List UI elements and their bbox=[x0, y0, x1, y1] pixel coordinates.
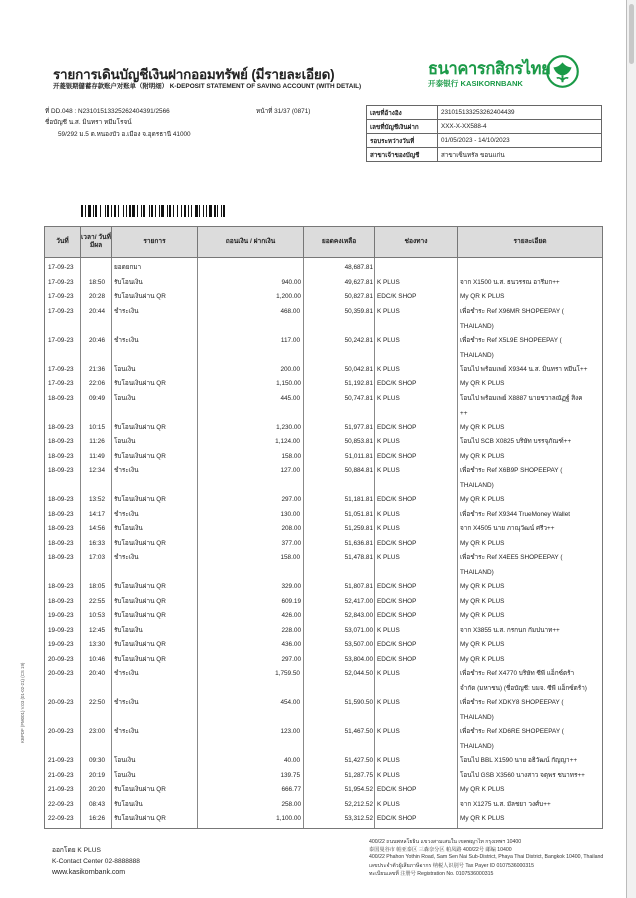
account-info-key: สาขาเจ้าของบัญชี bbox=[367, 148, 438, 162]
transaction-channel: EDC/K SHOP bbox=[377, 641, 417, 648]
transaction-time: 22:50 bbox=[89, 699, 105, 706]
transaction-detail-continued: จำกัด (มหาชน) (ชื่อบัญชี: บมจ. ซีพี แอ็กซ์ตร้า) bbox=[460, 685, 587, 692]
transaction-time: 22:06 bbox=[89, 380, 105, 387]
transaction-time: 18:05 bbox=[89, 583, 105, 590]
transaction-deposit: 258.00 bbox=[281, 800, 301, 808]
transaction-date: 18-09-23 bbox=[48, 438, 74, 445]
transaction-time: 12:34 bbox=[89, 467, 105, 474]
transaction-deposit: 297.00 bbox=[281, 496, 301, 503]
transaction-channel: K PLUS bbox=[377, 467, 400, 474]
transaction-date: 19-09-23 bbox=[48, 626, 74, 634]
transaction-detail: My QR K PLUS bbox=[460, 612, 505, 619]
transaction-time: 18:50 bbox=[89, 278, 105, 286]
transaction-date: 18-09-23 bbox=[48, 467, 74, 474]
transaction-detail: My QR K PLUS bbox=[460, 655, 505, 663]
transaction-date: 18-09-23 bbox=[48, 583, 74, 590]
transaction-date: 17-09-23 bbox=[48, 365, 74, 373]
transaction-table bbox=[44, 258, 603, 829]
transaction-detail: My QR K PLUS bbox=[460, 452, 505, 460]
transaction-detail: My QR K PLUS bbox=[460, 293, 505, 300]
transaction-date: 18-09-23 bbox=[48, 554, 74, 561]
transaction-channel: EDC/K SHOP bbox=[377, 583, 417, 590]
transaction-date: 21-09-23 bbox=[48, 786, 74, 793]
bank-address-line: ทะเบียนเลขที่ 注册号 Registration No. 0107536000315 bbox=[369, 871, 494, 877]
transaction-date: 19-09-23 bbox=[48, 612, 74, 619]
transaction-time: 11:49 bbox=[89, 452, 105, 460]
transaction-type: รับโอนเงินผ่าน QR bbox=[114, 786, 166, 793]
transaction-row bbox=[45, 756, 602, 765]
transaction-channel: K PLUS bbox=[377, 771, 400, 779]
transaction-channel: K PLUS bbox=[377, 554, 400, 561]
transaction-balance: 51,636.81 bbox=[344, 539, 373, 547]
transaction-withdrawal: 123.00 bbox=[280, 728, 300, 735]
transaction-channel: K PLUS bbox=[377, 757, 400, 764]
transaction-detail: เพื่อชำระ Ref X9344 TrueMoney Wallet bbox=[460, 510, 571, 518]
transaction-balance: 51,011.81 bbox=[345, 452, 373, 460]
transaction-balance: 51,807.81 bbox=[344, 583, 373, 590]
transaction-time: 09:49 bbox=[89, 394, 105, 402]
transaction-row bbox=[45, 640, 602, 649]
transaction-date: 21-09-23 bbox=[48, 757, 74, 764]
transaction-type: รับโอนเงินผ่าน QR bbox=[114, 452, 166, 460]
transaction-type: ชำระเงิน bbox=[114, 307, 139, 315]
transaction-balance: 50,242.81 bbox=[344, 336, 373, 344]
transaction-withdrawal: 454.00 bbox=[280, 699, 300, 706]
transaction-type: รับโอนเงิน bbox=[114, 525, 143, 532]
transaction-detail: เพื่อชำระ Ref X6B9P SHOPEEPAY ( bbox=[460, 467, 563, 474]
transaction-detail: โอนไป พร้อมเพย์ X9344 น.ส. มินทรา หมีนโ++ bbox=[460, 365, 588, 373]
transaction-row bbox=[45, 698, 602, 721]
transaction-type: รับโอนเงินผ่าน QR bbox=[114, 655, 166, 663]
transaction-channel: EDC/K SHOP bbox=[377, 539, 417, 547]
transaction-time: 20:46 bbox=[89, 336, 105, 344]
transaction-type: ชำระเงิน bbox=[114, 467, 139, 474]
transaction-balance: 50,853.81 bbox=[344, 438, 373, 445]
transaction-deposit: 436.00 bbox=[281, 641, 301, 648]
transaction-detail: My QR K PLUS bbox=[460, 539, 505, 547]
transaction-row bbox=[45, 510, 602, 519]
transaction-date: 17-09-23 bbox=[48, 336, 74, 344]
transaction-balance: 52,044.50 bbox=[344, 670, 373, 677]
website: www.kasikornbank.com bbox=[52, 869, 126, 876]
transaction-row bbox=[45, 524, 602, 533]
transaction-time: 16:33 bbox=[89, 539, 105, 547]
transaction-time: 10:46 bbox=[89, 655, 105, 663]
transaction-type: โอนเงิน bbox=[114, 394, 136, 402]
transaction-type: ชำระเงิน bbox=[114, 554, 139, 561]
transaction-detail-continued: THAILAND) bbox=[460, 714, 494, 721]
transaction-channel: EDC/K SHOP bbox=[377, 423, 417, 431]
bank-address-line: 400/22 Phahon Yothin Road, Sam Sen Nai Sub-District, Phaya Thai District, Bangkok 10400, Thailand bbox=[369, 854, 604, 860]
transaction-channel: K PLUS bbox=[377, 307, 400, 315]
transaction-type: ยอดยกมา bbox=[114, 264, 142, 271]
transaction-time: 16:26 bbox=[89, 815, 105, 822]
transaction-row bbox=[45, 539, 602, 548]
transaction-balance: 49,627.81 bbox=[344, 278, 373, 286]
transaction-date: 18-09-23 bbox=[48, 423, 74, 431]
transaction-balance: 51,977.81 bbox=[344, 423, 373, 431]
transaction-row bbox=[45, 263, 602, 272]
transaction-date: 17-09-23 bbox=[48, 278, 74, 286]
transaction-channel: K PLUS bbox=[377, 278, 400, 286]
transaction-channel: EDC/K SHOP bbox=[377, 597, 417, 605]
transaction-channel: K PLUS bbox=[377, 800, 400, 808]
bank-address-line: 泰国曼谷市 帕亚泰区 三森奈分区 帕凤路 400/22号 邮编 10400 bbox=[369, 847, 512, 853]
transaction-balance: 51,427.50 bbox=[344, 757, 373, 764]
transaction-row bbox=[45, 379, 602, 388]
bank-name-thai: ธนาคารกสิกรไทย bbox=[428, 60, 551, 78]
transaction-detail: เพื่อชำระ Ref X4EE5 SHOPEEPAY ( bbox=[460, 554, 563, 561]
column-header-time: เวลา/ วันที่มีผล bbox=[81, 227, 112, 257]
transaction-deposit: 377.00 bbox=[281, 539, 301, 547]
account-info-key: รอบระหว่างวันที่ bbox=[367, 134, 438, 148]
transaction-time: 20:20 bbox=[89, 786, 105, 793]
transaction-detail: My QR K PLUS bbox=[460, 786, 505, 793]
transaction-date: 18-09-23 bbox=[48, 510, 74, 518]
transaction-channel: EDC/K SHOP bbox=[377, 293, 417, 300]
transaction-date: 20-09-23 bbox=[48, 670, 74, 677]
transaction-date: 18-09-23 bbox=[48, 597, 74, 605]
account-info-row bbox=[367, 148, 602, 162]
transaction-deposit: 329.00 bbox=[281, 583, 301, 590]
account-info-key: เลขที่บัญชีเงินฝาก bbox=[367, 120, 438, 134]
account-info-row bbox=[367, 106, 602, 120]
transaction-date: 19-09-23 bbox=[48, 641, 74, 648]
transaction-withdrawal: 200.00 bbox=[280, 365, 300, 373]
transaction-type: รับโอนเงินผ่าน QR bbox=[114, 612, 166, 619]
transaction-channel: K PLUS bbox=[377, 525, 400, 532]
transaction-time: 20:19 bbox=[89, 771, 105, 779]
form-code: KBPDF (FM001) V.03 (01-02-21) (CS 19) bbox=[20, 662, 25, 743]
transaction-deposit: 158.00 bbox=[281, 452, 301, 460]
transaction-type: ชำระเงิน bbox=[114, 336, 139, 344]
transaction-time: 13:52 bbox=[89, 496, 105, 503]
transaction-balance: 51,467.50 bbox=[344, 728, 373, 735]
transaction-deposit: 228.00 bbox=[281, 626, 301, 634]
transaction-balance: 53,507.00 bbox=[344, 641, 373, 648]
transaction-channel: K PLUS bbox=[377, 699, 400, 706]
transaction-balance: 53,804.00 bbox=[344, 655, 373, 663]
bank-logo bbox=[426, 56, 578, 96]
customer-address: 59/292 ม.5 ต.หนองบัว อ.เมือง จ.อุดรธานี 41000 bbox=[58, 131, 191, 138]
transaction-type: ชำระเงิน bbox=[114, 728, 139, 735]
transaction-withdrawal: 117.00 bbox=[280, 336, 300, 344]
account-info-table bbox=[366, 105, 602, 162]
transaction-balance: 52,212.52 bbox=[344, 800, 373, 808]
transaction-type: รับโอนเงินผ่าน QR bbox=[114, 597, 166, 605]
page-number: หน้าที่ 31/37 (0871) bbox=[256, 108, 311, 115]
column-header-amount: ถอนเงิน / ฝากเงิน bbox=[198, 227, 304, 257]
column-header-type: รายการ bbox=[112, 227, 198, 257]
transaction-deposit: 1,230.00 bbox=[276, 423, 301, 431]
transaction-balance: 51,181.81 bbox=[344, 496, 373, 503]
transaction-deposit: 1,200.00 bbox=[276, 293, 301, 300]
transaction-time: 10:53 bbox=[89, 612, 105, 619]
account-name: ชื่อบัญชี น.ส. มินทรา หมีมโรจน์ bbox=[45, 119, 132, 126]
transaction-channel: K PLUS bbox=[377, 670, 400, 677]
transaction-type: รับโอนเงินผ่าน QR bbox=[114, 496, 166, 503]
transaction-balance: 52,417.00 bbox=[344, 597, 373, 605]
transaction-type: รับโอนเงินผ่าน QR bbox=[114, 641, 166, 648]
transaction-balance: 53,312.52 bbox=[344, 815, 373, 822]
account-info-row bbox=[367, 120, 602, 134]
transaction-detail-continued: ++ bbox=[460, 409, 468, 417]
transaction-withdrawal: 468.00 bbox=[280, 307, 300, 315]
transaction-time: 08:43 bbox=[89, 800, 105, 808]
transaction-row bbox=[45, 466, 602, 489]
transaction-deposit: 297.00 bbox=[281, 655, 301, 663]
transaction-detail: My QR K PLUS bbox=[460, 380, 505, 387]
transaction-deposit: 666.77 bbox=[281, 786, 301, 793]
transaction-row bbox=[45, 292, 602, 301]
transaction-row bbox=[45, 423, 602, 432]
transaction-time: 20:44 bbox=[89, 307, 105, 315]
transaction-channel: EDC/K SHOP bbox=[377, 815, 417, 822]
transaction-deposit: 208.00 bbox=[281, 525, 301, 532]
transaction-date: 18-09-23 bbox=[48, 452, 74, 460]
transaction-detail: My QR K PLUS bbox=[460, 583, 505, 590]
transaction-row bbox=[45, 452, 602, 461]
account-info-value: 231015133253262404439 bbox=[438, 106, 602, 120]
transaction-balance: 50,884.81 bbox=[344, 467, 373, 474]
transaction-channel: K PLUS bbox=[377, 510, 400, 518]
statement-subtitle: 开菱银期儲蓄存款账户对账单（附明细） K-DEPOSIT STATEMENT OF SAVING ACCOUNT (WITH DETAIL) bbox=[53, 83, 362, 90]
transaction-row bbox=[45, 626, 602, 635]
transaction-time: 11:26 bbox=[89, 438, 105, 445]
transaction-date: 17-09-23 bbox=[48, 293, 74, 300]
transaction-row bbox=[45, 655, 602, 664]
transaction-time: 20:40 bbox=[89, 670, 105, 677]
transaction-channel: EDC/K SHOP bbox=[377, 786, 417, 793]
transaction-balance: 51,478.81 bbox=[344, 554, 373, 561]
transaction-date: 21-09-23 bbox=[48, 771, 74, 779]
transaction-row bbox=[45, 278, 602, 287]
transaction-date: 20-09-23 bbox=[48, 728, 74, 735]
transaction-detail: My QR K PLUS bbox=[460, 496, 505, 503]
transaction-date: 17-09-23 bbox=[48, 307, 74, 315]
transaction-balance: 53,071.00 bbox=[344, 626, 373, 634]
transaction-row bbox=[45, 800, 602, 809]
transaction-row bbox=[45, 597, 602, 606]
transaction-withdrawal: 1,124.00 bbox=[275, 438, 300, 445]
document-reference: ที่ DD.048 : N23101513325262404391/2566 bbox=[45, 108, 170, 115]
transaction-channel: EDC/K SHOP bbox=[377, 655, 417, 663]
transaction-row bbox=[45, 814, 602, 823]
transaction-time: 14:56 bbox=[89, 525, 105, 532]
transaction-row bbox=[45, 394, 602, 417]
transaction-time: 12:45 bbox=[89, 626, 105, 634]
transaction-detail-continued: THAILAND) bbox=[460, 351, 494, 359]
transaction-detail-continued: THAILAND) bbox=[460, 482, 494, 489]
column-header-channel: ช่องทาง bbox=[375, 227, 458, 257]
transaction-deposit: 609.19 bbox=[281, 597, 301, 605]
transaction-date: 18-09-23 bbox=[48, 525, 74, 532]
transaction-balance: 51,051.81 bbox=[344, 510, 373, 518]
transaction-type: รับโอนเงิน bbox=[114, 626, 143, 634]
scrollbar[interactable] bbox=[627, 0, 636, 898]
transaction-type: รับโอนเงินผ่าน QR bbox=[114, 539, 166, 547]
transaction-balance: 51,192.81 bbox=[344, 380, 373, 387]
transaction-type: โอนเงิน bbox=[114, 757, 136, 764]
transaction-channel: K PLUS bbox=[377, 728, 400, 735]
transaction-channel: K PLUS bbox=[377, 336, 400, 344]
transaction-time: 23:00 bbox=[89, 728, 105, 735]
transaction-row bbox=[45, 582, 602, 591]
transaction-time: 21:36 bbox=[89, 365, 105, 373]
transaction-detail: เพื่อชำระ Ref X96MR SHOPEEPAY ( bbox=[460, 307, 564, 315]
transaction-balance: 50,042.81 bbox=[344, 365, 373, 373]
transaction-detail: เพื่อชำระ Ref XDKY8 SHOPEEPAY ( bbox=[460, 699, 564, 706]
transaction-detail: จาก X1275 น.ส. มัลชยา วงศ์บ++ bbox=[460, 800, 551, 808]
transaction-detail-continued: THAILAND) bbox=[460, 743, 494, 750]
transaction-row bbox=[45, 307, 602, 330]
transaction-date: 17-09-23 bbox=[48, 380, 74, 387]
transaction-type: โอนเงิน bbox=[114, 771, 136, 779]
transaction-deposit: 1,150.00 bbox=[276, 380, 301, 387]
transaction-date: 18-09-23 bbox=[48, 496, 74, 503]
column-header-date: วันที่ bbox=[45, 227, 81, 257]
transaction-detail: จาก X4505 นาย ภาณุวัฒน์ ศรีว++ bbox=[460, 525, 555, 532]
bank-address-line: เลขประจำตัวผู้เสียภาษีอากร 纳税人识别号 Tax Payer ID 0107536000315 bbox=[369, 863, 534, 869]
transaction-row bbox=[45, 437, 602, 446]
transaction-row bbox=[45, 771, 602, 780]
transaction-date: 17-09-23 bbox=[48, 264, 74, 271]
transaction-channel: EDC/K SHOP bbox=[377, 496, 417, 503]
transaction-row bbox=[45, 365, 602, 374]
transaction-channel: EDC/K SHOP bbox=[377, 452, 417, 460]
barcode bbox=[81, 205, 295, 217]
transaction-date: 22-09-23 bbox=[48, 800, 74, 808]
transaction-deposit: 1,100.00 bbox=[276, 815, 301, 822]
transaction-date: 20-09-23 bbox=[48, 655, 74, 663]
account-info-value: XXX-X-XX588-4 bbox=[438, 120, 602, 134]
transaction-detail: โอนไป พร้อมเพย์ X8887 นายชวาลณัฏฐ์ สิงค bbox=[460, 394, 583, 402]
transaction-time: 22:55 bbox=[89, 597, 105, 605]
account-info-key: เลขที่อ้างอิง bbox=[367, 106, 438, 120]
column-header-detail: รายละเอียด bbox=[513, 238, 547, 245]
transaction-withdrawal: 1,759.50 bbox=[275, 670, 300, 677]
transaction-deposit: 940.00 bbox=[281, 278, 301, 286]
transaction-detail-continued: THAILAND) bbox=[460, 569, 494, 576]
transaction-channel: EDC/K SHOP bbox=[377, 612, 417, 619]
transaction-type: ชำระเงิน bbox=[114, 670, 139, 677]
account-info-value: 01/05/2023 - 14/10/2023 bbox=[438, 134, 602, 148]
transaction-row bbox=[45, 336, 602, 359]
bank-address-line: 400/22 ถนนพหลโยธิน แขวงสามเสนใน เขตพญาไท กรุงเทพฯ 10400 bbox=[369, 839, 522, 845]
transaction-type: รับโอนเงิน bbox=[114, 278, 143, 286]
transaction-detail: My QR K PLUS bbox=[460, 597, 505, 605]
transaction-balance: 51,954.52 bbox=[344, 786, 373, 793]
transaction-time: 17:03 bbox=[89, 554, 105, 561]
transaction-detail: จาก X1500 น.ส. ธนวรรณ อารีมก++ bbox=[460, 278, 560, 286]
transaction-date: 18-09-23 bbox=[48, 394, 74, 402]
transaction-date: 20-09-23 bbox=[48, 699, 74, 706]
transaction-balance: 52,843.00 bbox=[344, 612, 373, 619]
transaction-detail-continued: THAILAND) bbox=[460, 322, 494, 330]
transaction-channel: K PLUS bbox=[377, 394, 400, 402]
transaction-row bbox=[45, 553, 602, 576]
transaction-table-header bbox=[44, 226, 603, 258]
transaction-deposit: 426.00 bbox=[281, 612, 301, 619]
transaction-channel: K PLUS bbox=[377, 438, 400, 445]
transaction-time: 13:30 bbox=[89, 641, 105, 648]
transaction-time: 09:30 bbox=[89, 757, 105, 764]
transaction-withdrawal: 445.00 bbox=[280, 394, 300, 402]
transaction-detail: My QR K PLUS bbox=[460, 815, 505, 822]
transaction-type: รับโอนเงินผ่าน QR bbox=[114, 583, 166, 590]
scrollbar-thumb[interactable] bbox=[629, 4, 634, 64]
transaction-detail: เพื่อชำระ Ref X4770 บริษัท ซีพี แอ็กซ์ตร้า bbox=[460, 670, 575, 677]
transaction-type: โอนเงิน bbox=[114, 438, 136, 445]
transaction-row bbox=[45, 785, 602, 794]
transaction-type: โอนเงิน bbox=[114, 365, 136, 373]
transaction-balance: 51,590.50 bbox=[344, 699, 373, 706]
transaction-detail: โอนไป BBL X1590 นาย อธิวัฒน์ กัญญา++ bbox=[460, 757, 578, 764]
transaction-channel: K PLUS bbox=[377, 365, 400, 373]
transaction-withdrawal: 139.75 bbox=[280, 771, 300, 779]
transaction-row bbox=[45, 611, 602, 620]
account-info-value: สาขาเซ็นทรัล ขอนแก่น bbox=[438, 148, 602, 162]
transaction-time: 10:15 bbox=[89, 423, 105, 431]
transaction-detail: โอนไป GSB X3560 นางสาว จตุพร ชนาทร++ bbox=[460, 771, 585, 779]
transaction-detail: เพื่อชำระ Ref X5L9E SHOPEEPAY ( bbox=[460, 336, 562, 344]
account-info-row bbox=[367, 134, 602, 148]
transaction-type: รับโอนเงินผ่าน QR bbox=[114, 380, 166, 387]
issued-by: ออกโดย K PLUS bbox=[52, 847, 101, 854]
transaction-withdrawal: 158.00 bbox=[280, 554, 300, 561]
transaction-type: รับโอนเงินผ่าน QR bbox=[114, 423, 166, 431]
bank-name-english: 开泰银行 KASIKORNBANK bbox=[428, 79, 523, 88]
transaction-detail: โอนไป SCB X0825 บริษัท บรรจุภัณฑ์++ bbox=[460, 438, 572, 445]
transaction-balance: 50,827.81 bbox=[344, 293, 373, 300]
contact-center: K-Contact Center 02-8888888 bbox=[52, 858, 140, 865]
transaction-balance: 50,359.81 bbox=[344, 307, 373, 315]
transaction-withdrawal: 127.00 bbox=[280, 467, 300, 474]
transaction-channel: EDC/K SHOP bbox=[377, 380, 417, 387]
transaction-detail: My QR K PLUS bbox=[460, 641, 505, 648]
transaction-detail: จาก X3855 น.ส. กรกนก กัมปนาท++ bbox=[460, 626, 560, 634]
transaction-withdrawal: 40.00 bbox=[284, 757, 300, 764]
transaction-balance: 50,747.81 bbox=[344, 394, 373, 402]
transaction-channel: K PLUS bbox=[377, 626, 400, 634]
column-header-balance: ยอดคงเหลือ bbox=[304, 227, 375, 257]
transaction-type: รับโอนเงินผ่าน QR bbox=[114, 815, 166, 822]
transaction-type: รับโอนเงินผ่าน QR bbox=[114, 293, 166, 300]
transaction-row bbox=[45, 495, 602, 504]
transaction-date: 22-09-23 bbox=[48, 815, 74, 822]
transaction-time: 20:28 bbox=[89, 293, 105, 300]
transaction-type: ชำระเงิน bbox=[114, 510, 139, 518]
transaction-date: 18-09-23 bbox=[48, 539, 74, 547]
kasikorn-emblem-icon bbox=[546, 55, 579, 88]
transaction-row bbox=[45, 727, 602, 750]
transaction-time: 14:17 bbox=[89, 510, 105, 518]
transaction-detail: เพื่อชำระ Ref XD6RE SHOPEEPAY ( bbox=[460, 728, 564, 735]
transaction-type: ชำระเงิน bbox=[114, 699, 139, 706]
transaction-balance: 51,287.75 bbox=[344, 771, 373, 779]
transaction-detail: My QR K PLUS bbox=[460, 423, 505, 431]
statement-title: รายการเดินบัญชีเงินฝากออมทรัพย์ (มีรายละเอียด) bbox=[53, 67, 335, 82]
transaction-type: รับโอนเงิน bbox=[114, 800, 143, 808]
transaction-balance: 51,259.81 bbox=[344, 525, 373, 532]
transaction-withdrawal: 130.00 bbox=[280, 510, 300, 518]
transaction-balance: 48,687.81 bbox=[344, 264, 373, 271]
transaction-row bbox=[45, 669, 602, 692]
